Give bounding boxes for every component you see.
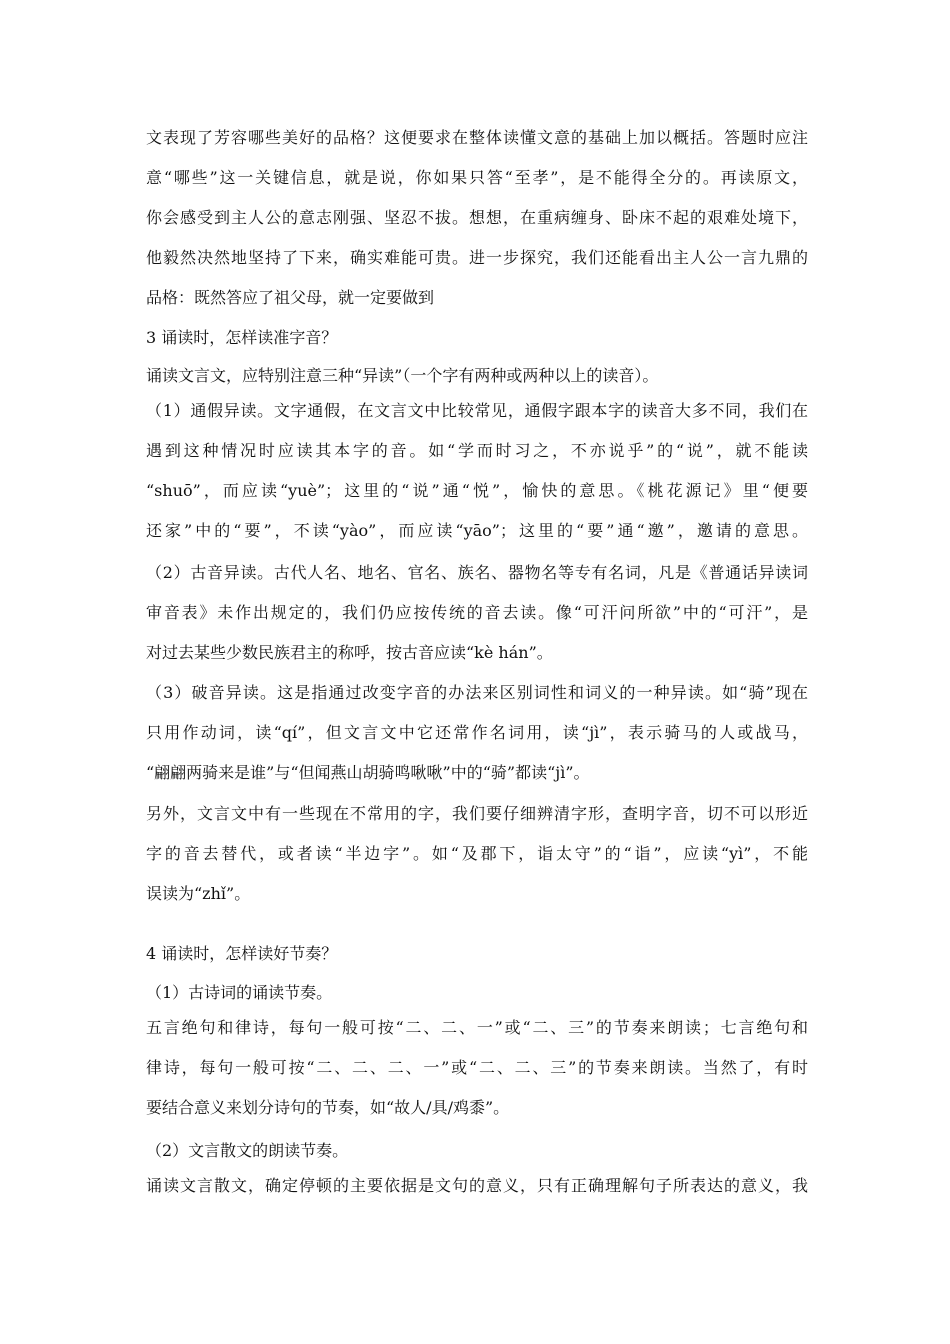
poetry-rhythm-paragraph	[146, 1008, 808, 1128]
tongjia-paragraph	[146, 391, 808, 551]
text-line: 另外，文言文中有一些现在不常用的字，我们要仔细辨清字形，查明字音，切不可以形近	[146, 804, 808, 823]
heading-line: 3 诵读时，怎样读准字音？	[146, 328, 338, 347]
section-heading-4	[146, 940, 808, 968]
text-line: 诵读文言文，应特别注意三种“异读”（一个字有两种或两种以上的读音）。	[146, 366, 659, 385]
section-heading-3	[146, 324, 808, 352]
text-line: 你会感受到主人公的意志刚强、坚忍不拔。想想，在重病缠身、卧床不起的艰难处境下，	[146, 208, 808, 227]
text-line: 对过去某些少数民族君主的称呼，按古音应读“kè hán”。	[146, 643, 553, 662]
prose-rhythm-paragraph	[146, 1166, 808, 1206]
text-line: 只用作动词，读“qí”，但文言文中它还常作名词用，读“jì”，表示骑马的人或战马，	[146, 723, 808, 742]
prose-subheading	[146, 1137, 808, 1165]
text-line: 审音表》未作出规定的，我们仍应按传统的音去读。像“可汗问所欲”中的“可汗”，是	[146, 603, 808, 622]
text-line: 品格：既然答应了祖父母，就一定要做到	[146, 288, 435, 307]
text-line: （2）古音异读。古代人名、地名、官名、族名、器物名等专有名词，凡是《普通话异读词	[146, 563, 808, 582]
text-line: 要结合意义来划分诗句的节奏，如“故人/具/鸡黍”。	[146, 1098, 510, 1117]
other-note-paragraph	[146, 794, 808, 914]
text-line: “shuō”，而应读“yuè”；这里的“说”通“悦”，愉快的意思。《桃花源记》里“便要	[146, 481, 808, 500]
intro-paragraph	[146, 118, 808, 318]
text-line: 他毅然决然地坚持了下来，确实难能可贵。进一步探究，我们还能看出主人公一言九鼎的	[146, 248, 808, 267]
text-line: 文表现了芳容哪些美好的品格？这便要求在整体读懂文意的基础上加以概括。答题时应注	[146, 128, 808, 147]
poyin-paragraph	[146, 673, 808, 793]
guyin-paragraph	[146, 553, 808, 673]
poetry-subheading	[146, 979, 808, 1007]
section-3-intro	[146, 362, 808, 390]
text-line: 遇到这种情况时应读其本字的音。如“学而时习之，不亦说乎”的“说”，就不能读	[146, 441, 808, 460]
text-line: （2）文言散文的朗读节奏。	[146, 1141, 349, 1160]
text-line: 律诗，每句一般可按“二、二、二、一”或“二、二、三”的节奏来朗读。当然了，有时	[146, 1058, 808, 1077]
text-line: （3）破音异读。这是指通过改变字音的办法来区别词性和词义的一种异读。如“骑”现在	[146, 683, 808, 702]
text-line: 诵读文言散文，确定停顿的主要依据是文句的意义，只有正确理解句子所表达的意义，我	[146, 1176, 808, 1195]
text-line: （1）古诗词的诵读节奏。	[146, 983, 333, 1002]
text-line: 误读为“zhǐ”。	[146, 884, 251, 903]
heading-line: 4 诵读时，怎样读好节奏？	[146, 944, 338, 963]
text-line: 意“哪些”这一关键信息，就是说，你如果只答“至孝”，是不能得全分的。再读原文，	[146, 168, 808, 187]
text-line: 字的音去替代，或者读“半边字”。如“及郡下，诣太守”的“诣”，应读“yì”，不能	[146, 844, 808, 863]
text-line: “翩翩两骑来是谁”与“但闻燕山胡骑鸣啾啾”中的“骑”都读“jì”。	[146, 763, 590, 782]
text-line: 还家”中的“要”，不读“yào”，而应读“yāo”；这里的“要”通“邀”，邀请的意思。	[146, 521, 808, 540]
text-line: 五言绝句和律诗，每句一般可按“二、二、一”或“二、三”的节奏来朗读；七言绝句和	[146, 1018, 808, 1037]
text-line: （1）通假异读。文字通假，在文言文中比较常见，通假字跟本字的读音大多不同，我们在	[146, 401, 808, 420]
